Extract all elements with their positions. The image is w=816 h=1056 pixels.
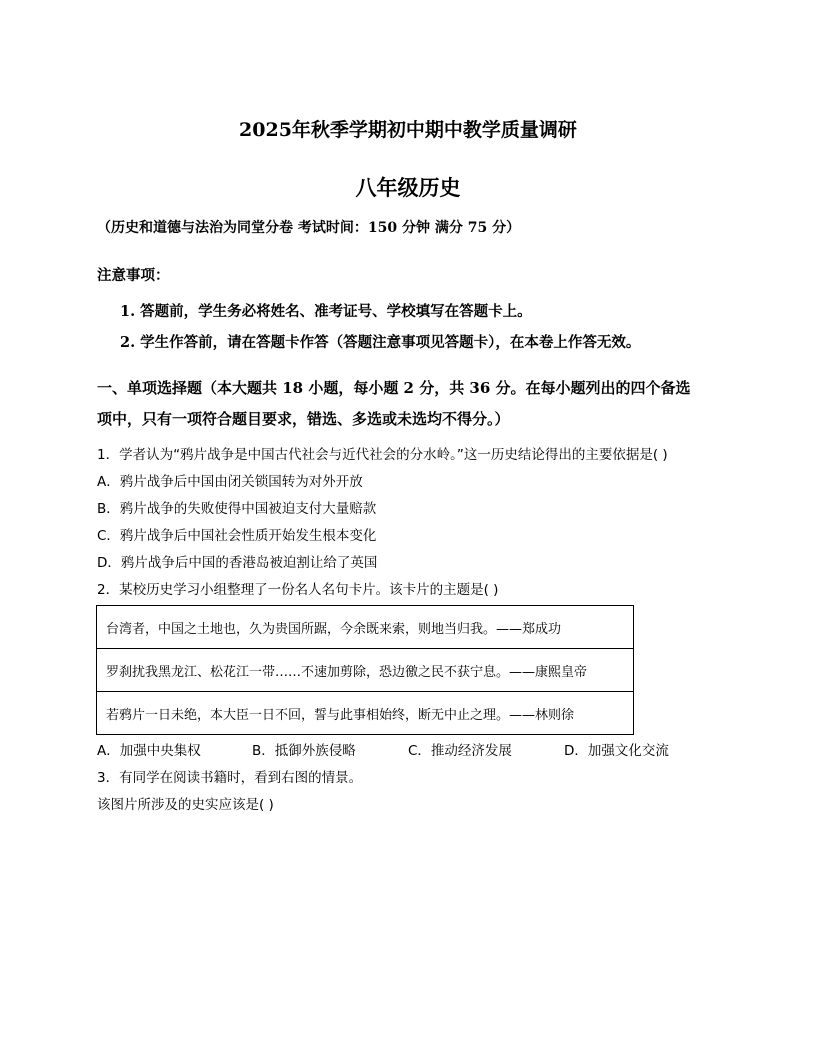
question-2-stem: 2．某校历史学习小组整理了一份名人名句卡片。该卡片的主题是( ) <box>97 582 499 598</box>
quote-card-row: 台湾者，中国之土地也，久为贵国所踞，今余既来索，则地当归我。——郑成功 <box>97 606 634 649</box>
question-1-stem: 1．学者认为“鸦片战争是中国古代社会与近代社会的分水岭。”这一历史结论得出的主要依据是( ) <box>97 447 668 463</box>
exam-note: （历史和道德与法治为同堂分卷 考试时间：150 分钟 满分 75 分） <box>97 220 521 236</box>
exam-title: 2025年秋季学期初中期中教学质量调研 <box>239 119 577 141</box>
notice-item: 2. 学生作答前，请在答题卡作答（答题注意事项见答题卡），在本卷上作答无效。 <box>120 334 641 351</box>
question-2-option-b: B．抵御外族侵略 <box>252 743 356 759</box>
question-3-line2: 该图片所涉及的史实应该是( ) <box>97 797 274 813</box>
question-1-option-a: A．鸦片战争后中国由闭关锁国转为对外开放 <box>97 474 363 490</box>
notice-heading: 注意事项： <box>97 267 170 284</box>
section-heading-line2: 项中，只有一项符合题目要求，错选、多选或未选均不得分。） <box>97 410 510 428</box>
question-2-option-d: D．加强文化交流 <box>564 743 669 759</box>
notice-item: 1. 答题前，学生务必将姓名、准考证号、学校填写在答题卡上。 <box>120 303 532 320</box>
question-2-option-a: A．加强中央集权 <box>97 743 201 759</box>
question-1-option-b: B．鸦片战争的失败使得中国被迫支付大量赔款 <box>97 501 377 517</box>
question-1-option-c: C．鸦片战争后中国社会性质开始发生根本变化 <box>97 528 377 544</box>
quote-card-table <box>96 605 634 735</box>
question-3-line1: 3．有同学在阅读书籍时，看到右图的情景。 <box>97 770 363 786</box>
quote-card-row: 罗刹扰我黑龙江、松花江一带……不速加剪除，恐边徼之民不获宁息。——康熙皇帝 <box>97 649 634 692</box>
question-1-option-d: D．鸦片战争后中国的香港岛被迫割让给了英国 <box>97 555 378 571</box>
section-heading-line1: 一、单项选择题（本大题共 18 小题，每小题 2 分，共 36 分。在每小题列出的四个备选 <box>97 379 691 397</box>
exam-subject: 八年级历史 <box>355 175 461 200</box>
question-2-option-c: C．推动经济发展 <box>408 743 512 759</box>
quote-card-row: 若鸦片一日未绝，本大臣一日不回，誓与此事相始终，断无中止之理。——林则徐 <box>97 692 634 735</box>
